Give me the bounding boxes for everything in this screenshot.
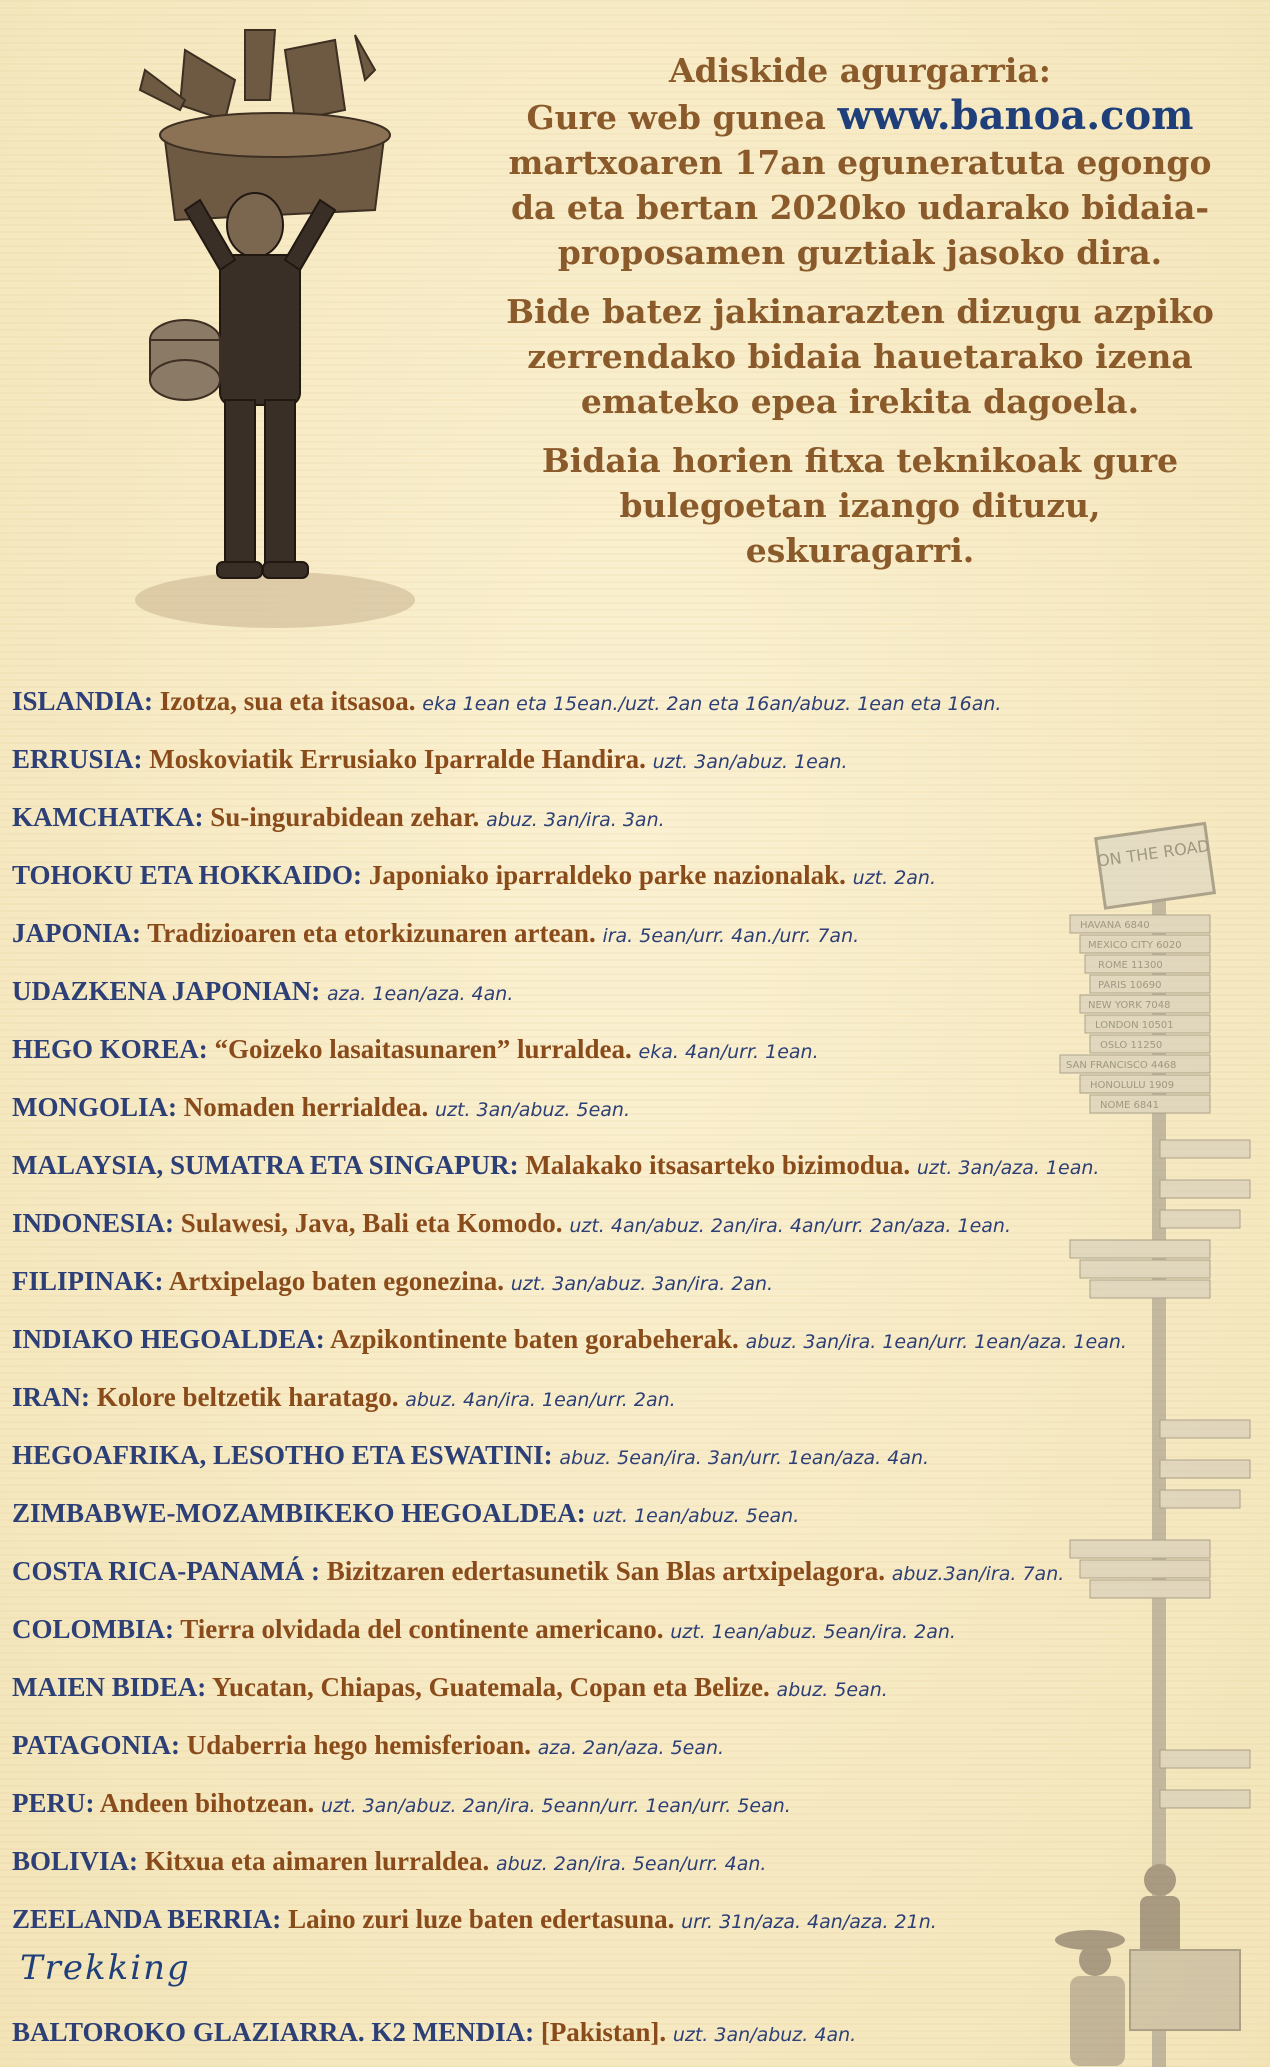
trip-item-baltoro: [12, 2003, 1242, 2061]
trip-dates: uzt. 2an.: [852, 867, 937, 889]
trip-item-hego-korea: [12, 1020, 1242, 1078]
trip-country: BALTOROKO GLAZIARRA. K2 MENDIA:: [12, 2017, 535, 2047]
trip-country: ZEELANDA BERRIA:: [12, 1904, 282, 1934]
trip-country: INDONESIA:: [12, 1208, 175, 1238]
trip-dates: abuz. 3an/ira. 3an.: [486, 809, 665, 831]
trip-dates: abuz.3an/ira. 7an.: [891, 1563, 1065, 1585]
trip-dates: abuz. 5ean/ira. 3an/urr. 1ean/aza. 4an.: [559, 1447, 930, 1469]
trip-dates: aza. 1ean/aza. 4an.: [327, 983, 514, 1005]
trip-country: IRAN:: [12, 1382, 90, 1412]
intro-line1-pre: Gure web gunea: [526, 98, 826, 137]
trip-country: ERRUSIA:: [12, 744, 143, 774]
trip-country: ISLANDIA:: [12, 686, 154, 716]
trip-item-filipinak: [12, 1252, 1242, 1310]
trip-description: Kitxua eta aimaren lurraldea.: [144, 1846, 490, 1876]
trip-description: Bizitzaren edertasunetik San Blas artxipelagora.: [326, 1556, 885, 1586]
intro-paragraph-2: Bide batez jakinarazten dizugu azpiko zerrendako bidaia hauetarako izena emateko epea irekita dagoela.: [506, 292, 1214, 421]
trip-country: MALAYSIA, SUMATRA ETA SINGAPUR:: [12, 1150, 519, 1180]
trip-item-peru: [12, 1774, 1242, 1832]
trekking-heading: [10, 1948, 250, 1998]
website-link[interactable]: www.banoa.com: [837, 92, 1194, 139]
trip-dates: uzt. 3an/aza. 1ean.: [916, 1157, 1100, 1179]
trip-dates: uzt. 3an/abuz. 2an/ira. 5eann/urr. 1ean/urr. 5ean.: [321, 1795, 791, 1817]
trip-country: COLOMBIA:: [12, 1614, 174, 1644]
trip-description: Malakako itsasarteko bizimodua.: [525, 1150, 911, 1180]
trip-description: Nomaden herrialdea.: [183, 1092, 429, 1122]
trip-dates: eka 1ean eta 15ean./uzt. 2an eta 16an/abuz. 1ean eta 16an.: [422, 693, 1002, 715]
peddler-illustration: [125, 10, 425, 630]
trip-dates: abuz. 4an/ira. 1ean/urr. 2an.: [405, 1389, 676, 1411]
trip-item-tohoku-hokkaido: [12, 846, 1242, 904]
trip-dates: uzt. 3an/abuz. 5ean.: [434, 1099, 631, 1121]
signpost-arrow-6: LONDON 10501: [1095, 1020, 1174, 1031]
trip-dates: abuz. 3an/ira. 1ean/urr. 1ean/aza. 1ean.: [745, 1331, 1127, 1353]
trip-dates: abuz. 2an/ira. 5ean/urr. 4an.: [496, 1853, 767, 1875]
trip-country: BOLIVIA:: [12, 1846, 139, 1876]
trip-item-kamchatka: [12, 788, 1242, 846]
trip-country: JAPONIA:: [12, 918, 141, 948]
trip-dates: abuz. 5ean.: [776, 1679, 888, 1701]
signpost-arrow-8: SAN FRANCISCO 4468: [1066, 1060, 1177, 1071]
trekking-label: Trekking: [20, 1948, 191, 1988]
trip-description: Moskoviatik Errusiako Iparralde Handira.: [149, 744, 646, 774]
trip-country: PATAGONIA:: [12, 1730, 180, 1760]
trip-item-patagonia: [12, 1716, 1242, 1774]
trip-dates: uzt. 4an/abuz. 2an/ira. 4an/urr. 2an/aza. 1ean.: [569, 1215, 1012, 1237]
trip-country: MONGOLIA:: [12, 1092, 177, 1122]
intro-paragraph-3: Bidaia horien fitxa teknikoak gure bulegoetan izango dituzu, eskuragarri.: [541, 441, 1179, 570]
intro-greeting: Adiskide agurgarria:: [669, 51, 1051, 90]
trip-description: Yucatan, Chiapas, Guatemala, Copan eta Belize.: [212, 1672, 770, 1702]
trip-dates: urr. 31n/aza. 4an/aza. 21n.: [681, 1911, 937, 1933]
trip-country: KAMCHATKA:: [12, 802, 204, 832]
trip-description: Tradizioaren eta etorkizunaren artean.: [147, 918, 596, 948]
trip-item-udazkena-japonian: [12, 962, 1242, 1020]
trip-description: Kolore beltzetik haratago.: [96, 1382, 399, 1412]
trip-description: Artxipelago baten egonezina.: [168, 1266, 505, 1296]
trip-dates: aza. 2an/aza. 5ean.: [537, 1737, 725, 1759]
signpost-arrow-9: HONOLULU 1909: [1090, 1080, 1175, 1091]
trip-description: Sulawesi, Java, Bali eta Komodo.: [180, 1208, 563, 1238]
signpost-arrow-2: MEXICO CITY 6020: [1088, 940, 1182, 951]
trip-description: “Goizeko lasaitasunaren” lurraldea.: [214, 1034, 632, 1064]
intro-line1-post: martxoaren 17an eguneratuta egongo da eta bertan 2020ko udarako bidaia-proposamen guztiak jasoko dira.: [508, 143, 1212, 272]
trip-item-bolivia: [12, 1832, 1242, 1890]
trip-country: ZIMBABWE-MOZAMBIKEKO HEGOALDEA:: [12, 1498, 586, 1528]
trip-description: Laino zuri luze baten edertasuna.: [288, 1904, 675, 1934]
trip-description: [Pakistan].: [540, 2017, 667, 2047]
signpost-arrow-1: HAVANA 6840: [1080, 920, 1150, 931]
trip-description: Japoniako iparraldeko parke nazionalak.: [368, 860, 846, 890]
trip-description: Andeen bihotzean.: [99, 1788, 315, 1818]
trip-description: Izotza, sua eta itsasoa.: [159, 686, 416, 716]
trip-item-indiako-hegoaldea: [12, 1310, 1242, 1368]
trip-country: TOHOKU ETA HOKKAIDO:: [12, 860, 363, 890]
trip-dates: ira. 5ean/urr. 4an./urr. 7an.: [602, 925, 860, 947]
trip-item-islandia: [12, 672, 1242, 730]
trip-country: HEGOAFRIKA, LESOTHO ETA ESWATINI:: [12, 1440, 553, 1470]
trip-item-mongolia: [12, 1078, 1242, 1136]
trip-item-errusia: [12, 730, 1242, 788]
trip-dates: uzt. 1ean/abuz. 5ean/ira. 2an.: [670, 1621, 956, 1643]
signpost-arrow-10: NOME 6841: [1100, 1100, 1159, 1111]
trip-item-hegoafrika: [12, 1426, 1242, 1484]
trip-item-maien-bidea: [12, 1658, 1242, 1716]
trip-description: Su-ingurabidean zehar.: [210, 802, 480, 832]
trip-dates: eka. 4an/urr. 1ean.: [638, 1041, 819, 1063]
trip-dates: uzt. 1ean/abuz. 5ean.: [592, 1505, 800, 1527]
signpost-top-text: ON THE ROAD: [1095, 836, 1211, 871]
trip-dates: uzt. 3an/abuz. 1ean.: [652, 751, 848, 773]
signpost-arrow-3: ROME 11300: [1098, 960, 1163, 971]
trip-description: Azpikontinente baten gorabeherak.: [330, 1324, 739, 1354]
trip-dates: uzt. 3an/abuz. 3an/ira. 2an.: [510, 1273, 774, 1295]
trip-item-costa-rica-panama: [12, 1542, 1242, 1600]
trip-country: PERU:: [12, 1788, 95, 1818]
trip-dates: uzt. 3an/abuz. 4an.: [672, 2024, 857, 2046]
signpost-arrow-5: NEW YORK 7048: [1088, 1000, 1171, 1011]
trip-description: Udaberria hego hemisferioan.: [186, 1730, 531, 1760]
trip-country: FILIPINAK:: [12, 1266, 164, 1296]
signpost-arrow-4: PARIS 10690: [1098, 980, 1162, 991]
trip-list: [12, 672, 1242, 1948]
trip-country: UDAZKENA JAPONIAN:: [12, 976, 321, 1006]
trip-country: INDIAKO HEGOALDEA:: [12, 1324, 325, 1354]
trip-country: COSTA RICA-PANAMÁ :: [12, 1556, 320, 1586]
trip-item-zimbabwe: [12, 1484, 1242, 1542]
trip-country: MAIEN BIDEA:: [12, 1672, 207, 1702]
trip-item-colombia: [12, 1600, 1242, 1658]
trip-item-malaysia: [12, 1136, 1242, 1194]
trip-item-iran: [12, 1368, 1242, 1426]
intro-block: [500, 48, 1220, 587]
trip-item-zeelanda-berria: [12, 1890, 1242, 1948]
trip-country: HEGO KOREA:: [12, 1034, 208, 1064]
trip-item-japonia: [12, 904, 1242, 962]
intro-paragraph-1: [500, 93, 1220, 275]
signpost-arrow-7: OSLO 11250: [1100, 1040, 1163, 1051]
trip-description: Tierra olvidada del continente americano.: [180, 1614, 664, 1644]
trip-item-indonesia: [12, 1194, 1242, 1252]
